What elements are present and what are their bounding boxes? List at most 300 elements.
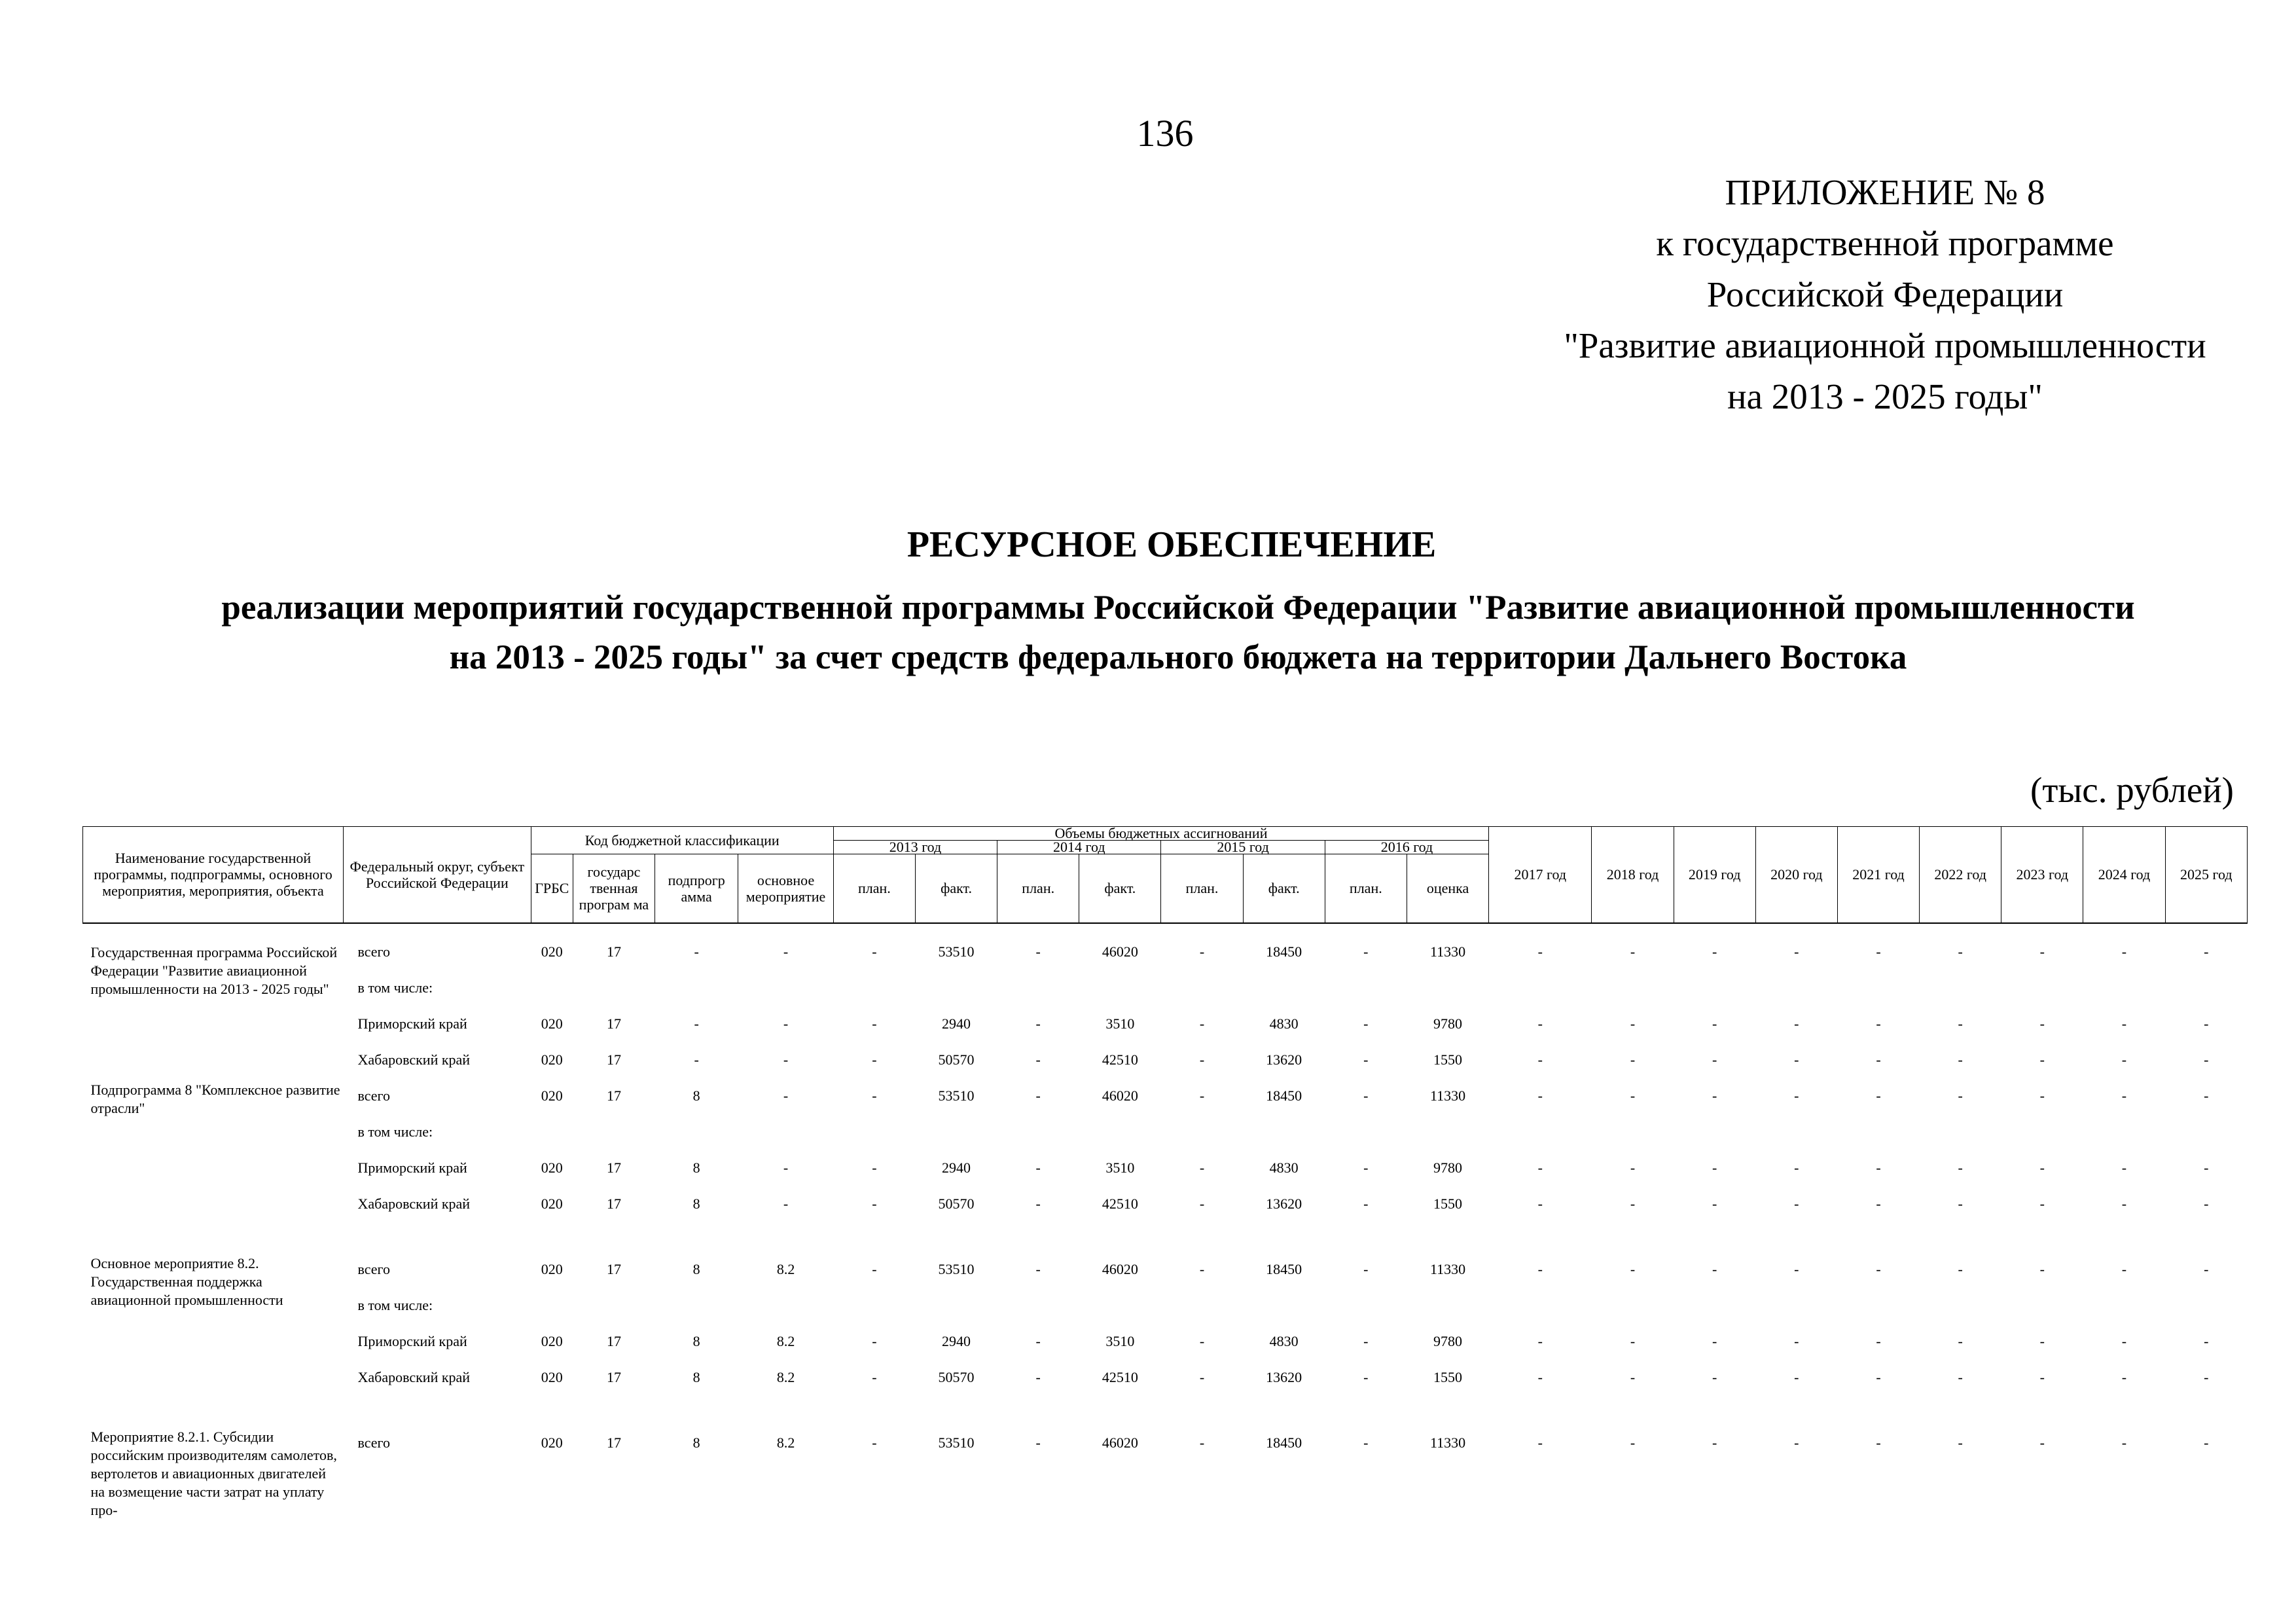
- header-plan-2015: план.: [1161, 854, 1243, 923]
- table-row: [83, 1326, 2248, 1362]
- row-cell-y22: -: [1958, 1260, 1963, 1277]
- row-cell-f15: 4830: [1269, 1332, 1299, 1349]
- row-cell-f14: [1079, 973, 1161, 1009]
- row-cell-y21: [1837, 1290, 1919, 1326]
- row-cell-gp: 17: [606, 1332, 621, 1349]
- row-cell-y24: -: [2121, 1051, 2127, 1068]
- row-cell-y25: [2165, 1117, 2247, 1153]
- row-cell-p14: -: [1035, 943, 1041, 960]
- appendix-line-2: к государственной программе: [1656, 223, 2114, 263]
- row-cell-y24: -: [2121, 1368, 2127, 1385]
- table-row: [83, 1117, 2248, 1153]
- row-cell-om: 8.2: [776, 1332, 795, 1349]
- row-cell-om: [738, 973, 834, 1009]
- row-cell-y18: -: [1630, 943, 1636, 960]
- row-cell-pp: -: [694, 1015, 699, 1032]
- row-cell-y20: -: [1794, 943, 1799, 960]
- row-cell-f14: 42510: [1102, 1368, 1138, 1385]
- header-2015: 2015 год: [1161, 841, 1325, 854]
- row-cell-y21: -: [1876, 1368, 1881, 1385]
- header-pp: подпрогр амма: [655, 854, 738, 923]
- row-cell-y22: -: [1958, 1368, 1963, 1385]
- row-cell-y20: [1755, 973, 1837, 1009]
- row-cell-p13: -: [872, 1368, 877, 1385]
- row-cell-p14: -: [1035, 1159, 1041, 1176]
- row-cell-f13: [915, 1117, 997, 1153]
- row-cell-e16: 9780: [1433, 1332, 1463, 1349]
- row-cell-y24: -: [2121, 1015, 2127, 1032]
- row-cell-grbs: 020: [541, 1051, 563, 1068]
- row-cell-f15: 13620: [1266, 1051, 1302, 1068]
- row-cell-p13: -: [872, 943, 877, 960]
- row-cell-p14: -: [1035, 1195, 1041, 1212]
- row-cell-grbs: 020: [541, 1159, 563, 1176]
- row-cell-p13: -: [872, 1434, 877, 1451]
- spacer-row: [83, 1225, 2248, 1254]
- row-cell-y24: -: [2121, 1332, 2127, 1349]
- row-cell-y18: [1592, 973, 1674, 1009]
- row-cell-y19: [1674, 973, 1755, 1009]
- row-cell-y24: [2083, 973, 2165, 1009]
- header-2020: 2020 год: [1755, 827, 1837, 923]
- header-volumes: Объемы бюджетных ассигнований: [833, 827, 1488, 841]
- resource-table: [82, 826, 2248, 1559]
- row-cell-om: -: [783, 1159, 789, 1176]
- row-cell-y19: -: [1712, 943, 1717, 960]
- row-cell-y23: [2001, 1290, 2083, 1326]
- units-label: (тыс. рублей): [2030, 770, 2234, 810]
- row-cell-f14: 46020: [1102, 1260, 1138, 1277]
- row-cell-p15: -: [1199, 1368, 1205, 1385]
- row-cell-p16: -: [1363, 1260, 1369, 1277]
- row-cell-f13: 53510: [938, 1434, 975, 1451]
- row-cell-y20: -: [1794, 1195, 1799, 1212]
- table-row: [83, 1362, 2248, 1398]
- row-cell-y25: -: [2204, 1434, 2209, 1451]
- row-cell-y19: [1674, 1290, 1755, 1326]
- row-cell-pp: [655, 1290, 738, 1326]
- row-cell-f14: [1079, 1290, 1161, 1326]
- row-cell-gp: 17: [606, 1368, 621, 1385]
- row-cell-f15: 18450: [1266, 1434, 1302, 1451]
- row-cell-y20: -: [1794, 1087, 1799, 1104]
- row-cell-y23: [2001, 973, 2083, 1009]
- row-cell-grbs: [531, 1290, 573, 1326]
- appendix-block: [1505, 167, 2265, 422]
- row-cell-p15: -: [1199, 1332, 1205, 1349]
- row-cell-p15: -: [1199, 1051, 1205, 1068]
- row-cell-f15: 18450: [1266, 1087, 1302, 1104]
- row-cell-y17: -: [1537, 1332, 1543, 1349]
- row-cell-y19: -: [1712, 1087, 1717, 1104]
- header-2016: 2016 год: [1325, 841, 1488, 854]
- row-cell-y18: -: [1630, 1159, 1636, 1176]
- row-cell-f13: 53510: [938, 943, 975, 960]
- row-cell-p15: -: [1199, 1195, 1205, 1212]
- row-cell-p15: [1161, 1117, 1243, 1153]
- row-cell-p14: -: [1035, 1015, 1041, 1032]
- header-plan-2016: план.: [1325, 854, 1407, 923]
- row-cell-y21: [1837, 973, 1919, 1009]
- row-cell-f15: 13620: [1266, 1368, 1302, 1385]
- row-cell-y24: -: [2121, 1087, 2127, 1104]
- row-cell-y24: [2083, 1290, 2165, 1326]
- row-cell-y22: -: [1958, 943, 1963, 960]
- row-federal-district: всего: [357, 1434, 391, 1451]
- row-cell-p14: -: [1035, 1332, 1041, 1349]
- header-kbk: Код бюджетной классификации: [531, 827, 833, 854]
- row-cell-pp: 8: [692, 1332, 700, 1349]
- row-cell-f15: 18450: [1266, 943, 1302, 960]
- row-cell-e16: [1407, 1117, 1488, 1153]
- row-cell-y19: -: [1712, 1195, 1717, 1212]
- row-cell-y22: -: [1958, 1051, 1963, 1068]
- row-cell-y18: -: [1630, 1051, 1636, 1068]
- row-cell-y21: -: [1876, 943, 1881, 960]
- row-cell-grbs: [531, 973, 573, 1009]
- row-cell-y19: -: [1712, 1332, 1717, 1349]
- table-row: [83, 1189, 2248, 1225]
- row-cell-y23: -: [2039, 943, 2045, 960]
- row-cell-pp: [655, 973, 738, 1009]
- row-cell-p15: -: [1199, 1015, 1205, 1032]
- row-cell-y19: [1674, 1117, 1755, 1153]
- row-cell-p16: -: [1363, 1332, 1369, 1349]
- row-federal-district: Хабаровский край: [357, 1368, 471, 1385]
- table-row: [83, 1153, 2248, 1189]
- row-cell-f14: 3510: [1105, 1332, 1135, 1349]
- row-cell-gp: 17: [606, 1434, 621, 1451]
- row-cell-p14: [997, 1117, 1079, 1153]
- row-cell-f13: 53510: [938, 1260, 975, 1277]
- row-cell-y19: -: [1712, 1159, 1717, 1176]
- row-cell-om: -: [783, 1051, 789, 1068]
- row-cell-pp: 8: [692, 1195, 700, 1212]
- row-cell-y20: -: [1794, 1015, 1799, 1032]
- row-cell-y23: -: [2039, 1159, 2045, 1176]
- row-cell-p15: -: [1199, 1087, 1205, 1104]
- row-cell-y24: -: [2121, 1260, 2127, 1277]
- header-fact-2014: факт.: [1079, 854, 1161, 923]
- row-cell-y17: -: [1537, 1015, 1543, 1032]
- row-cell-f15: [1243, 973, 1325, 1009]
- row-cell-p13: [833, 973, 915, 1009]
- row-cell-p14: -: [1035, 1087, 1041, 1104]
- row-cell-f14: 46020: [1102, 943, 1138, 960]
- row-federal-district: в том числе:: [357, 1123, 433, 1140]
- row-cell-y20: -: [1794, 1434, 1799, 1451]
- row-cell-pp: [655, 1117, 738, 1153]
- row-cell-f14: 3510: [1105, 1015, 1135, 1032]
- header-2023: 2023 год: [2001, 827, 2083, 923]
- header-2022: 2022 год: [1920, 827, 2001, 923]
- row-cell-om: [738, 1117, 834, 1153]
- table-row: [83, 1428, 2248, 1559]
- row-name: Основное мероприятие 8.2. Государственная поддержка авиационной промышленности: [90, 1254, 283, 1308]
- row-cell-p13: [833, 1290, 915, 1326]
- row-cell-y20: -: [1794, 1051, 1799, 1068]
- row-cell-y21: -: [1876, 1332, 1881, 1349]
- row-cell-pp: 8: [692, 1159, 700, 1176]
- subtitle-line-2: на 2013 - 2025 годы" за счет средств федерального бюджета на территории Дальнего Востока: [449, 638, 1907, 676]
- row-cell-f13: [915, 973, 997, 1009]
- row-cell-gp: [573, 1117, 655, 1153]
- row-cell-om: -: [783, 1087, 789, 1104]
- row-cell-y25: -: [2204, 1368, 2209, 1385]
- row-cell-y17: -: [1537, 1051, 1543, 1068]
- row-cell-p16: [1325, 1290, 1407, 1326]
- row-cell-p14: [997, 973, 1079, 1009]
- table-row: [83, 1045, 2248, 1081]
- header-grbs: ГРБС: [531, 854, 573, 923]
- row-federal-district: Приморский край: [357, 1159, 467, 1176]
- row-cell-y23: -: [2039, 1260, 2045, 1277]
- header-plan-2014: план.: [997, 854, 1079, 923]
- row-federal-district: Приморский край: [357, 1332, 467, 1349]
- document-subtitle: [105, 583, 2251, 682]
- header-2014: 2014 год: [997, 841, 1161, 854]
- row-cell-grbs: 020: [541, 1087, 563, 1104]
- row-cell-y20: -: [1794, 1260, 1799, 1277]
- row-cell-p16: -: [1363, 1159, 1369, 1176]
- spacer-cell: [83, 1225, 2248, 1254]
- row-cell-gp: 17: [606, 1260, 621, 1277]
- row-cell-y20: -: [1794, 1159, 1799, 1176]
- row-federal-district: в том числе:: [357, 979, 433, 996]
- row-cell-y17: [1489, 1117, 1592, 1153]
- row-cell-y22: -: [1958, 1087, 1963, 1104]
- row-cell-p15: [1161, 1290, 1243, 1326]
- row-cell-f14: [1079, 1117, 1161, 1153]
- row-cell-om: [738, 1290, 834, 1326]
- row-cell-y18: [1592, 1290, 1674, 1326]
- appendix-line-5: на 2013 - 2025 годы": [1727, 376, 2043, 416]
- row-cell-y22: -: [1958, 1434, 1963, 1451]
- row-cell-p16: -: [1363, 1368, 1369, 1385]
- row-cell-y22: -: [1958, 1332, 1963, 1349]
- row-cell-grbs: 020: [541, 1195, 563, 1212]
- row-cell-y24: [2083, 1117, 2165, 1153]
- row-cell-p13: -: [872, 1015, 877, 1032]
- row-name: Подпрограмма 8 "Комплексное развитие отрасли": [90, 1081, 340, 1116]
- row-cell-y21: -: [1876, 1087, 1881, 1104]
- row-cell-f13: 50570: [938, 1051, 975, 1068]
- row-cell-f14: 46020: [1102, 1087, 1138, 1104]
- row-cell-e16: 11330: [1429, 1434, 1466, 1451]
- row-cell-e16: 1550: [1433, 1195, 1463, 1212]
- row-cell-e16: 11330: [1429, 1260, 1466, 1277]
- row-cell-y20: [1755, 1290, 1837, 1326]
- row-cell-p15: -: [1199, 1159, 1205, 1176]
- row-cell-p16: [1325, 1117, 1407, 1153]
- row-cell-y25: [2165, 973, 2247, 1009]
- row-cell-om: 8.2: [776, 1260, 795, 1277]
- row-cell-y23: -: [2039, 1015, 2045, 1032]
- row-cell-y23: -: [2039, 1087, 2045, 1104]
- table-row: [83, 1290, 2248, 1326]
- row-cell-f14: 42510: [1102, 1051, 1138, 1068]
- row-federal-district: Приморский край: [357, 1015, 467, 1032]
- row-cell-p15: -: [1199, 1260, 1205, 1277]
- row-cell-y17: -: [1537, 1195, 1543, 1212]
- row-cell-y21: -: [1876, 1260, 1881, 1277]
- row-cell-y21: -: [1876, 1159, 1881, 1176]
- row-cell-grbs: 020: [541, 1368, 563, 1385]
- row-cell-pp: 8: [692, 1434, 700, 1451]
- row-cell-y22: -: [1958, 1159, 1963, 1176]
- row-cell-gp: 17: [606, 1015, 621, 1032]
- row-cell-p15: -: [1199, 943, 1205, 960]
- row-cell-p15: -: [1199, 1434, 1205, 1451]
- row-cell-y25: -: [2204, 1015, 2209, 1032]
- row-cell-om: 8.2: [776, 1434, 795, 1451]
- row-cell-p13: -: [872, 1159, 877, 1176]
- row-cell-y21: -: [1876, 1051, 1881, 1068]
- row-cell-y22: [1920, 973, 2001, 1009]
- row-cell-pp: 8: [692, 1368, 700, 1385]
- row-cell-y18: -: [1630, 1332, 1636, 1349]
- header-2018: 2018 год: [1592, 827, 1674, 923]
- row-cell-f14: 46020: [1102, 1434, 1138, 1451]
- row-cell-e16: [1407, 973, 1488, 1009]
- row-cell-y23: -: [2039, 1332, 2045, 1349]
- row-cell-gp: [573, 1290, 655, 1326]
- row-cell-y17: -: [1537, 943, 1543, 960]
- table-row: [83, 973, 2248, 1009]
- row-cell-y19: -: [1712, 1368, 1717, 1385]
- header-fact-2015: факт.: [1243, 854, 1325, 923]
- row-cell-gp: 17: [606, 943, 621, 960]
- row-cell-p16: -: [1363, 1087, 1369, 1104]
- row-cell-pp: 8: [692, 1087, 700, 1104]
- row-cell-p16: -: [1363, 1051, 1369, 1068]
- row-cell-p16: [1325, 973, 1407, 1009]
- row-cell-y19: -: [1712, 1051, 1717, 1068]
- row-cell-p16: -: [1363, 943, 1369, 960]
- row-cell-y25: -: [2204, 1159, 2209, 1176]
- header-plan-2013: план.: [833, 854, 915, 923]
- row-cell-y24: -: [2121, 1159, 2127, 1176]
- row-cell-gp: 17: [606, 1087, 621, 1104]
- row-cell-gp: 17: [606, 1051, 621, 1068]
- row-cell-p13: -: [872, 1087, 877, 1104]
- row-cell-om: -: [783, 943, 789, 960]
- row-cell-gp: 17: [606, 1195, 621, 1212]
- row-cell-p13: -: [872, 1195, 877, 1212]
- row-cell-y18: -: [1630, 1195, 1636, 1212]
- row-cell-grbs: 020: [541, 1260, 563, 1277]
- row-cell-y19: -: [1712, 1434, 1717, 1451]
- row-cell-y25: -: [2204, 1087, 2209, 1104]
- row-cell-y17: [1489, 973, 1592, 1009]
- row-name: Мероприятие 8.2.1. Субсидии российским производителям самолетов, вертолетов и авиационных двигателей на возмещение части затрат на уплату про-: [90, 1428, 337, 1518]
- row-cell-y21: [1837, 1117, 1919, 1153]
- row-cell-p14: -: [1035, 1368, 1041, 1385]
- row-cell-y17: -: [1537, 1260, 1543, 1277]
- row-cell-y25: -: [2204, 1332, 2209, 1349]
- row-cell-f13: [915, 1290, 997, 1326]
- row-cell-e16: 1550: [1433, 1051, 1463, 1068]
- row-cell-y18: -: [1630, 1434, 1636, 1451]
- row-cell-p14: -: [1035, 1260, 1041, 1277]
- row-cell-f13: 50570: [938, 1368, 975, 1385]
- row-cell-p14: -: [1035, 1434, 1041, 1451]
- row-cell-y22: [1920, 1290, 2001, 1326]
- row-cell-pp: -: [694, 1051, 699, 1068]
- row-cell-y22: [1920, 1117, 2001, 1153]
- row-cell-f15: 18450: [1266, 1260, 1302, 1277]
- row-cell-p13: -: [872, 1332, 877, 1349]
- table-row: [83, 1009, 2248, 1045]
- row-cell-p15: [1161, 973, 1243, 1009]
- row-cell-y22: -: [1958, 1195, 1963, 1212]
- subtitle-line-1: реализации мероприятий государственной программы Российской Федерации "Развитие авиационной промышленности: [221, 589, 2135, 627]
- header-2025: 2025 год: [2165, 827, 2247, 923]
- row-cell-f14: 3510: [1105, 1159, 1135, 1176]
- header-om: основное мероприятие: [738, 854, 834, 923]
- table-header: [83, 827, 2248, 923]
- row-cell-y22: -: [1958, 1015, 1963, 1032]
- row-cell-om: -: [783, 1015, 789, 1032]
- header-estimate-2016: оценка: [1407, 854, 1488, 923]
- appendix-line-1: ПРИЛОЖЕНИЕ № 8: [1725, 172, 2045, 212]
- row-cell-y25: [2165, 1290, 2247, 1326]
- header-2021: 2021 год: [1837, 827, 1919, 923]
- table-row: [83, 1254, 2248, 1290]
- row-cell-y18: -: [1630, 1368, 1636, 1385]
- row-cell-grbs: 020: [541, 1434, 563, 1451]
- row-cell-y21: -: [1876, 1434, 1881, 1451]
- header-gp: государс твенная програм ма: [573, 854, 655, 923]
- row-cell-f15: 4830: [1269, 1159, 1299, 1176]
- row-cell-y23: [2001, 1117, 2083, 1153]
- row-cell-p13: [833, 1117, 915, 1153]
- row-cell-y18: -: [1630, 1015, 1636, 1032]
- row-cell-y17: -: [1537, 1434, 1543, 1451]
- row-cell-gp: [573, 973, 655, 1009]
- spacer-row: [83, 1398, 2248, 1428]
- row-cell-grbs: 020: [541, 1015, 563, 1032]
- row-cell-y23: -: [2039, 1195, 2045, 1212]
- row-cell-grbs: 020: [541, 943, 563, 960]
- row-cell-y25: -: [2204, 1260, 2209, 1277]
- row-cell-f15: [1243, 1117, 1325, 1153]
- row-cell-y17: -: [1537, 1087, 1543, 1104]
- row-cell-e16: 11330: [1429, 1087, 1466, 1104]
- appendix-line-3: Российской Федерации: [1706, 274, 2064, 314]
- row-cell-y25: -: [2204, 1051, 2209, 1068]
- row-cell-grbs: 020: [541, 1332, 563, 1349]
- row-cell-pp: 8: [692, 1260, 700, 1277]
- row-cell-y19: -: [1712, 1260, 1717, 1277]
- row-cell-y18: -: [1630, 1260, 1636, 1277]
- row-cell-y24: -: [2121, 1195, 2127, 1212]
- row-cell-f13: 2940: [942, 1159, 971, 1176]
- row-cell-y17: -: [1537, 1159, 1543, 1176]
- row-cell-f13: 2940: [942, 1015, 971, 1032]
- row-cell-f13: 53510: [938, 1087, 975, 1104]
- row-cell-f15: [1243, 1290, 1325, 1326]
- document-title: РЕСУРСНОЕ ОБЕСПЕЧЕНИЕ: [906, 524, 1437, 565]
- row-cell-p16: -: [1363, 1015, 1369, 1032]
- header-2013: 2013 год: [833, 841, 997, 854]
- table-row: [83, 923, 2248, 973]
- header-2019: 2019 год: [1674, 827, 1755, 923]
- row-cell-y19: -: [1712, 1015, 1717, 1032]
- header-2017: 2017 год: [1489, 827, 1592, 923]
- page-number: 136: [1136, 112, 1194, 155]
- row-federal-district: Хабаровский край: [357, 1051, 471, 1068]
